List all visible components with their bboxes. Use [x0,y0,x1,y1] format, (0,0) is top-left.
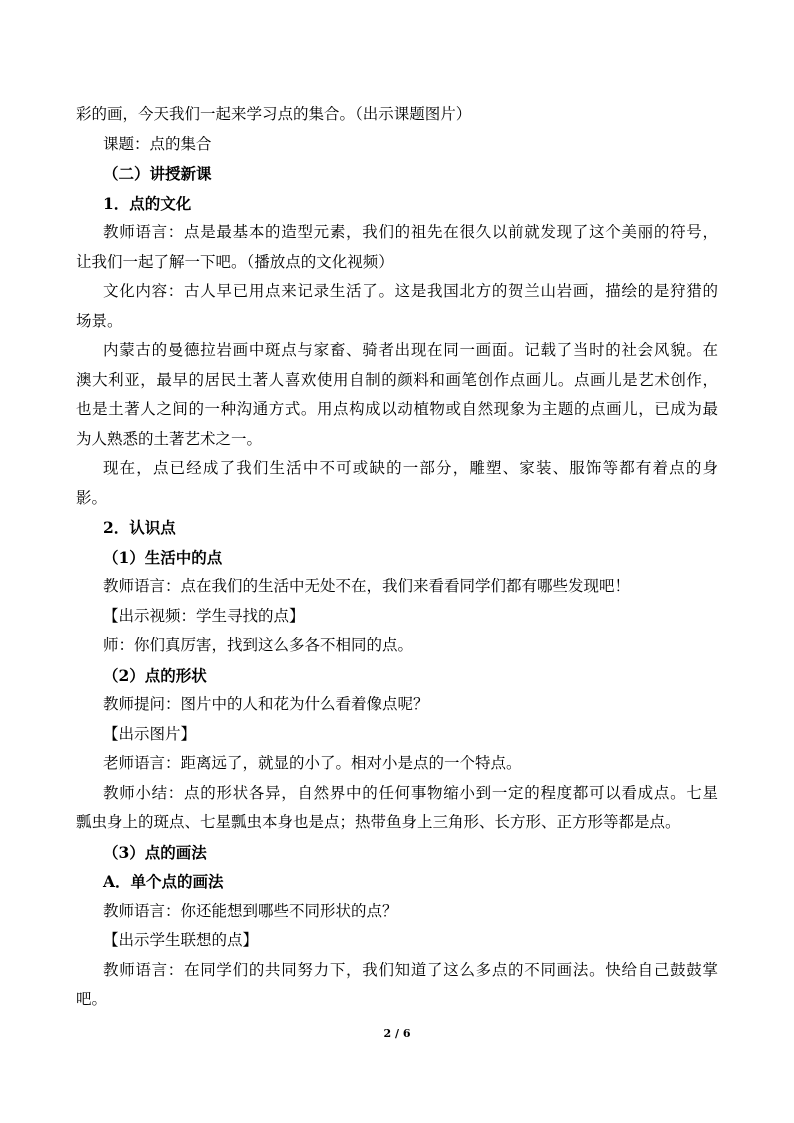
section-heading-new-lesson: （二）讲授新课 [103,164,212,183]
document-body [76,100,718,1015]
teacher-question-line: 教师提问：图片中的人和花为什么看着像点呢？ [103,695,429,713]
teacher-language-line-cont: 让我们一起了解一下吧。（播放点的文化视频） [76,252,394,271]
show-picture-note: 【出示图片】 [103,724,197,743]
paragraph-line: 澳大利亚，最早的居民土著人喜欢使用自制的颜料和画笔创作点画儿。点画儿是艺术创作， [76,370,718,389]
lesson-topic-line: 课题：点的集合 [103,134,212,153]
page-number: 2 / 6 [383,1027,411,1040]
culture-content-line: 文化内容：古人早已用点来记录生活了。这是我国北方的贺兰山岩画，描绘的是狩猎的 [103,282,718,300]
teacher-language-line: 教师语言：在同学们的共同努力下，我们知道了这么多点的不同画法。快给自己鼓鼓掌 [103,960,718,979]
subheading-point-shape: （2）点的形状 [103,665,207,685]
show-video-note: 【出示视频：学生寻找的点】 [103,606,305,625]
subheading-points-in-life: （1）生活中的点 [103,547,223,567]
teacher-language-line: 老师语言：距离远了，就显的小了。相对小是点的一个特点。 [103,754,522,772]
paragraph-line: 现在，点已经成了我们生活中不可或缺的一部分，雕塑、家装、服饰等都有着点的身 [103,459,718,477]
paragraph-line: 为人熟悉的土著艺术之一。 [76,429,263,448]
teacher-language-line: 教师语言：点在我们的生活中无处不在，我们来看看同学们都有哪些发现吧！ [103,577,631,595]
subheading-drawing-method: （3）点的画法 [103,842,207,862]
paragraph-line: 内蒙古的曼德拉岩画中斑点与家畜、骑者出现在同一画面。记载了当时的社会风貌。在 [103,341,718,359]
culture-content-line-cont: 场景。 [76,311,123,330]
teacher-summary-line-cont: 瓢虫身上的斑点、七星瓢虫本身也是点；热带鱼身上三角形、长方形、正方形等都是点。 [76,813,681,831]
paragraph-line: 影。 [76,488,108,507]
teacher-language-line: 教师语言：点是最基本的造型元素，我们的祖先在很久以前就发现了这个美丽的符号， [103,223,718,241]
subsection-heading-know-point: 2．认识点 [103,518,176,537]
teacher-summary-line: 教师小结：点的形状各异，自然界中的任何事物缩小到一定的程度都可以看成点。七星 [103,783,718,802]
teacher-language-line: 教师语言：你还能想到哪些不同形状的点？ [103,901,398,920]
subheading-single-point: A．单个点的画法 [103,872,224,891]
teacher-remark-line: 师：你们真厉害，找到这么多各不相同的点。 [103,636,414,654]
paragraph-line: 也是土著人之间的一种沟通方式。用点构成以动植物或自然现象为主题的点画儿，已成为最 [76,400,718,418]
teacher-language-line-cont: 吧。 [76,990,108,1008]
show-student-points-note: 【出示学生联想的点】 [103,931,259,949]
paragraph-line-continuation: 彩的画，今天我们一起来学习点的集合。（出示课题图片） [76,105,472,123]
subsection-heading-point-culture: 1．点的文化 [103,193,192,213]
